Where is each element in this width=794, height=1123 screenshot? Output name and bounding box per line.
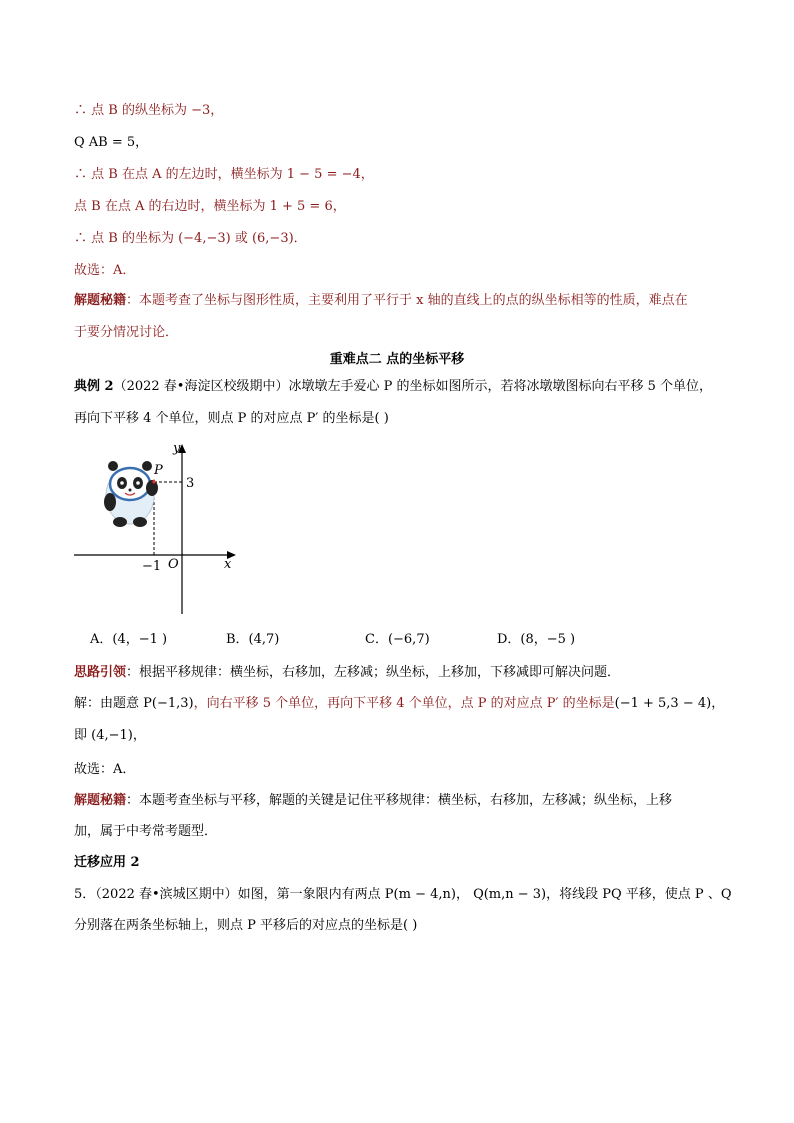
point-p-label: P bbox=[154, 463, 163, 478]
secret-label-2: 解题秘籍 bbox=[74, 793, 127, 808]
origin-label: O bbox=[168, 557, 179, 572]
coordinate-figure bbox=[70, 440, 250, 618]
solution-2-line-1 bbox=[74, 695, 724, 713]
solution-2-prefix: 解：由题意 P(−1,3) bbox=[74, 696, 194, 711]
option-d[interactable]: D．(8，−5 ) bbox=[497, 632, 576, 647]
option-c[interactable]: C．(−6,7) bbox=[365, 632, 430, 647]
example-2-line-1 bbox=[74, 378, 712, 396]
solution-2-line-2: 即 (4,−1)， bbox=[74, 728, 146, 743]
solution-line-3: ∴ 点 B 在点 A 的左边时，横坐标为 1 − 5 = −4， bbox=[74, 167, 374, 182]
example-2-line-2: 再向下平移 4 个单位，则点 P 的对应点 P′ 的坐标是( ) bbox=[74, 411, 389, 426]
secret-text-2: ：本题考查坐标与平移，解题的关键是记住平移规律：横坐标，右移加，左移减；纵坐标，上移 bbox=[126, 793, 673, 808]
solution-line-2: Q AB = 5， bbox=[74, 135, 149, 150]
choice-line-1: 故选：A． bbox=[74, 263, 136, 278]
option-b[interactable]: B．(4,7) bbox=[226, 632, 280, 647]
x-axis-label: x bbox=[224, 557, 232, 572]
secret-paragraph-1 bbox=[74, 292, 688, 310]
hint-paragraph bbox=[74, 664, 620, 682]
question-5-line-2: 分别落在两条坐标轴上，则点 P 平移后的对应点的坐标是( ) bbox=[74, 918, 418, 933]
tick-3-label: 3 bbox=[186, 476, 195, 491]
choice-line-2: 故选：A． bbox=[74, 762, 136, 777]
solution-2-tail: (−1 + 5,3 − 4)， bbox=[614, 696, 725, 711]
solution-line-5: ∴ 点 B 的坐标为 (−4,−3) 或 (6,−3)． bbox=[74, 231, 307, 246]
secret-paragraph-1-cont: 于要分情况讨论． bbox=[74, 325, 179, 340]
example-text-1: （2022 春•海淀区校级期中）冰墩墩左手爱心 P 的坐标如图所示，若将冰墩墩图标向右平移 5 个单位， bbox=[113, 379, 713, 394]
hint-text: ：根据平移规律：横坐标，右移加，左移减；纵坐标，上移加，下移减即可解决问题． bbox=[126, 665, 621, 680]
question-5-line-1: 5．（2022 春•滨城区期中）如图，第一象限内有两点 P(m − 4,n)， Q(m,n − 3)，将线段 PQ 平移，使点 P 、Q bbox=[74, 887, 732, 902]
section-title: 重难点二 点的坐标平移 bbox=[329, 352, 465, 367]
solution-line-1: ∴ 点 B 的纵坐标为 −3， bbox=[74, 103, 224, 118]
transfer-title: 迁移应用 2 bbox=[74, 855, 140, 870]
secret-paragraph-2 bbox=[74, 792, 672, 810]
tick-neg1-label: −1 bbox=[142, 559, 162, 574]
secret-paragraph-2-cont: 加，属于中考常考题型． bbox=[74, 824, 218, 839]
bing-dwen-dwen-mascot bbox=[104, 461, 158, 527]
secret-label: 解题秘籍 bbox=[74, 293, 127, 308]
example-label: 典例 2 bbox=[74, 379, 114, 394]
y-axis-label: y bbox=[173, 441, 181, 456]
solution-line-4: 点 B 在点 A 的右边时，横坐标为 1 + 5 = 6， bbox=[74, 199, 346, 214]
hint-label: 思路引领 bbox=[74, 665, 127, 680]
option-a[interactable]: A．(4，−1 ) bbox=[90, 632, 168, 647]
secret-text: ：本题考查了坐标与图形性质，主要利用了平行于 x 轴的直线上的点的纵坐标相等的性质，难点在 bbox=[126, 293, 688, 308]
solution-2-red: ，向右平移 5 个单位，再向下平移 4 个单位，点 P 的对应点 P′ 的坐标是 bbox=[193, 696, 615, 711]
